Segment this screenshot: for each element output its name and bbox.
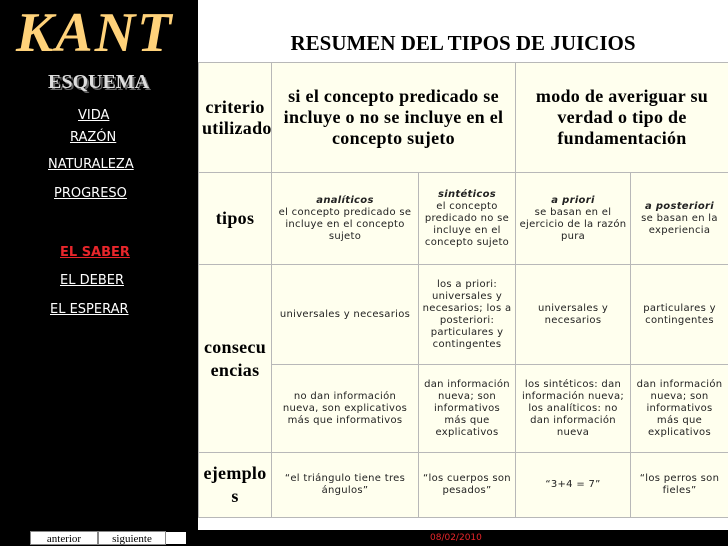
cell-ejemplo-4: “los perros son fieles” xyxy=(631,453,728,518)
header-fundamentacion: modo de averiguar su verdad o tipo de fundamentación xyxy=(516,63,728,173)
brand-title: KANT xyxy=(16,2,174,64)
a-posteriori-title: a posteriori xyxy=(645,200,714,212)
nav-progreso[interactable]: PROGRESO xyxy=(54,186,127,201)
nav-el-deber[interactable]: EL DEBER xyxy=(60,273,124,288)
a-priori-title: a priori xyxy=(551,194,595,206)
cell-a-priori xyxy=(516,173,631,265)
cell-consec-1-1: universales y necesarios xyxy=(272,265,419,365)
prev-button[interactable]: anterior xyxy=(30,531,98,545)
table-row-consecuencias-2 xyxy=(199,365,728,453)
analiticos-text: el concepto predicado se incluye en el concepto sujeto xyxy=(278,206,412,242)
row-label-tipos: tipos xyxy=(199,173,272,265)
nav-vida[interactable]: VIDA xyxy=(78,108,110,123)
cell-consec-2-3: los sintéticos: dan información nueva; los analíticos: no dan información nueva xyxy=(516,365,631,453)
row-label-ejemplos: ejemplos xyxy=(199,453,272,518)
section-heading: ESQUEMA xyxy=(48,71,150,93)
nav-naturaleza[interactable]: NATURALEZA xyxy=(48,157,134,172)
table-header-row xyxy=(199,63,728,173)
cell-consec-1-4: particulares y contingentes xyxy=(631,265,728,365)
analiticos-title: analíticos xyxy=(316,194,374,206)
cell-ejemplo-1: “el triángulo tiene tres ángulos” xyxy=(272,453,419,518)
footer-marker xyxy=(166,532,186,544)
content-area xyxy=(198,0,728,530)
sidebar xyxy=(0,0,198,546)
a-priori-text: se basan en el ejercicio de la razón pura xyxy=(519,206,627,242)
nav-el-saber[interactable]: EL SABER xyxy=(60,245,130,260)
judgments-table xyxy=(198,62,728,518)
next-button[interactable]: siguiente xyxy=(98,531,166,545)
cell-consec-2-4: dan información nueva; son informativos más que explicativos xyxy=(631,365,728,453)
cell-sinteticos xyxy=(419,173,516,265)
cell-ejemplo-2: “los cuerpos son pesados” xyxy=(419,453,516,518)
sinteticos-title: sintéticos xyxy=(437,188,497,200)
nav-razon[interactable]: RAZÓN xyxy=(70,130,117,145)
header-criterio: criterio utilizado xyxy=(199,63,272,173)
cell-consec-1-3: universales y necesarios xyxy=(516,265,631,365)
table-row-ejemplos xyxy=(199,453,728,518)
row-label-consecuencias: consecuencias xyxy=(199,265,272,453)
a-posteriori-text: se basan en la experiencia xyxy=(641,212,718,236)
cell-a-posteriori xyxy=(631,173,728,265)
table-row-tipos xyxy=(199,173,728,265)
page-title: RESUMEN DEL TIPOS DE JUICIOS xyxy=(290,31,636,55)
header-inclusion: si el concepto predicado se incluye o no se incluye en el concepto sujeto xyxy=(272,63,516,173)
sinteticos-text: el concepto predicado no se incluye en el concepto sujeto xyxy=(424,200,510,248)
cell-analiticos xyxy=(272,173,419,265)
cell-consec-2-2: dan información nueva; son informativos más que explicativos xyxy=(419,365,516,453)
nav-el-esperar[interactable]: EL ESPERAR xyxy=(50,302,129,317)
table-row-consecuencias-1 xyxy=(199,265,728,365)
cell-ejemplo-3: “3+4 = 7” xyxy=(516,453,631,518)
cell-consec-1-2: los a priori: universales y necesarios; los a posteriori: particulares y contingentes xyxy=(419,265,516,365)
footer-date: 08/02/2010 xyxy=(430,533,482,543)
cell-consec-2-1: no dan información nueva, son explicativos más que informativos xyxy=(272,365,419,453)
